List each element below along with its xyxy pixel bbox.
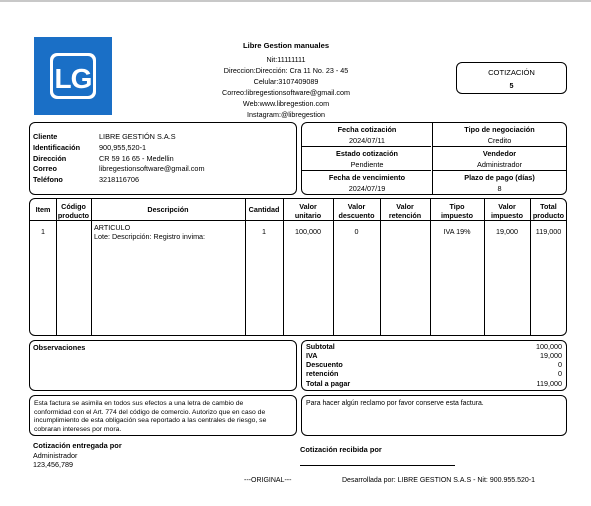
cell-descripcion <box>94 223 244 241</box>
col-header-tipo-impuesto <box>430 202 484 220</box>
quote-info-box <box>301 122 567 195</box>
legal-text <box>34 400 266 434</box>
totals-box <box>301 340 567 391</box>
col-header-valor-impuesto <box>484 202 530 220</box>
cell-cantidad: 1 <box>262 227 266 236</box>
col-header-valor-descuento-2: descuento <box>338 211 375 220</box>
info-row-divider-1 <box>302 146 431 147</box>
iva-label: IVA <box>306 351 318 360</box>
company-phone: Celular:3107409089 <box>253 77 319 86</box>
legal-line-2: conformidad con el Art. 774 del código de comercio. Autorizo que en caso de <box>34 408 266 416</box>
col-header-total-producto-1: Total <box>540 202 557 211</box>
cell-item: 1 <box>41 227 45 236</box>
col-header-cantidad: Cantidad <box>248 205 280 214</box>
claim-box <box>301 395 567 436</box>
col-header-valor-impuesto-1: Valor <box>498 202 516 211</box>
top-divider <box>0 0 591 2</box>
footer-original: ---ORIGINAL--- <box>244 477 292 484</box>
company-logo <box>34 37 112 115</box>
observations-box <box>29 340 297 391</box>
company-email: Correo:libregestionsoftware@gmail.com <box>222 88 350 97</box>
vencimiento: 2024/07/19 <box>348 184 386 193</box>
company-instagram: Instagram:@libregestion <box>246 110 325 119</box>
client-labels <box>33 132 80 186</box>
client-address: CR 59 16 65 - Medellin <box>99 153 174 163</box>
tipo-negociacion: Credito <box>487 136 512 145</box>
plazo: 8 <box>497 184 502 193</box>
client-label-email: Correo <box>33 164 57 174</box>
cell-descripcion-line-1: ARTICULO <box>94 223 131 232</box>
total-row-total <box>306 379 562 389</box>
observations-label: Observaciones <box>33 343 86 352</box>
total-row-retencion <box>306 369 562 379</box>
col-divider <box>245 199 246 335</box>
info-row-divider-3 <box>432 146 566 147</box>
plazo-label: Plazo de pago (días) <box>464 173 535 182</box>
legal-line-3: incumplimiento de esta obligación sea reportado a las centrales de riesgo, se <box>34 417 267 425</box>
subtotal-value: 100,000 <box>536 342 562 351</box>
client-box <box>29 122 297 195</box>
info-row-divider-4 <box>432 170 566 171</box>
client-label-phone: Teléfono <box>33 175 63 185</box>
retencion-value: 0 <box>558 369 562 378</box>
document-title: COTIZACIÓN <box>488 68 535 77</box>
col-header-valor-retencion-1: Valor <box>396 202 414 211</box>
received-by-label: Cotización recibida por <box>300 445 382 454</box>
client-id: 900,955,520-1 <box>99 142 147 152</box>
col-header-tipo-impuesto-2: impuesto <box>441 211 473 220</box>
vendedor-label: Vendedor <box>482 149 517 158</box>
legal-box <box>29 395 297 436</box>
company-nit: Nit:11111111 <box>266 55 306 64</box>
document-type-box <box>456 62 567 94</box>
cell-tipo-impuesto: IVA 19% <box>443 227 471 236</box>
col-header-codigo-2: producto <box>57 211 90 220</box>
subtotal-label: Subtotal <box>306 342 335 351</box>
fecha-cotizacion-label: Fecha cotización <box>337 125 397 134</box>
col-header-valor-retencion <box>380 202 430 220</box>
col-header-descripcion: Descripción <box>147 205 189 214</box>
col-header-codigo-1: Código <box>61 202 86 211</box>
col-header-valor-unitario-1: Valor <box>299 202 317 211</box>
col-header-valor-retencion-2: retención <box>388 211 422 220</box>
client-label-address: Dirección <box>33 153 67 163</box>
delivered-by-id: 123,456,789 <box>33 460 73 469</box>
fecha-cotizacion: 2024/07/11 <box>349 136 385 145</box>
cell-valor-impuesto: 19,000 <box>496 227 518 236</box>
delivered-by-label: Cotización entregada por <box>33 441 122 450</box>
footer-developed-by: Desarrollada por: LIBRE GESTION S.A.S - Nit: 900.955.520-1 <box>342 477 535 484</box>
estado-label: Estado cotización <box>335 149 399 158</box>
col-header-valor-unitario-2: unitario <box>294 211 322 220</box>
col-header-codigo <box>56 202 91 220</box>
legal-line-1: Esta factura se asimila en todos sus efectos a una letra de cambio de <box>34 400 244 407</box>
col-header-tipo-impuesto-1: Tipo <box>449 202 465 211</box>
iva-value: 19,000 <box>540 351 562 360</box>
items-table <box>29 198 567 336</box>
col-header-valor-impuesto-2: impuesto <box>491 211 523 220</box>
logo-text: LG <box>54 63 92 94</box>
col-header-item: Item <box>35 205 51 214</box>
delivered-by <box>33 441 122 469</box>
company-header <box>170 40 402 120</box>
vendedor: Administrador <box>476 160 522 169</box>
client-name: LIBRE GESTIÓN S.A.S <box>99 132 176 141</box>
col-header-valor-descuento <box>333 202 380 220</box>
info-row-divider-2 <box>302 170 431 171</box>
estado: Pendiente <box>350 160 384 169</box>
cell-valor-unitario: 100,000 <box>295 227 321 236</box>
vencimiento-label: Fecha de vencimiento <box>328 173 406 182</box>
cell-descripcion-line-2: Lote: Descripción: Registro invima: <box>94 232 206 241</box>
company-name: Libre Gestion manuales <box>242 41 330 50</box>
tipo-negociacion-label: Tipo de negociación <box>464 125 535 134</box>
client-label-name: Cliente <box>33 132 58 141</box>
descuento-label: Descuento <box>306 360 343 369</box>
cell-valor-descuento: 0 <box>354 227 359 236</box>
client-values <box>99 132 205 186</box>
col-header-valor-unitario <box>283 202 333 220</box>
col-header-total-producto-2: producto <box>532 211 565 220</box>
col-divider <box>91 199 92 335</box>
client-label-id: Identificación <box>33 142 81 152</box>
legal-line-4: cobraran intereses por mora. <box>34 425 122 433</box>
claim-text: Para hacer algún reclamo por favor conserve esta factura. <box>306 400 484 407</box>
total-label: Total a pagar <box>306 379 351 388</box>
client-phone: 3218116706 <box>99 175 140 185</box>
col-header-total-producto <box>530 202 567 220</box>
signature-line <box>300 465 455 466</box>
items-header-divider <box>30 220 566 221</box>
client-email: libregestionsoftware@gmail.com <box>99 164 205 174</box>
company-address: Direccion:Dirección: Cra 11 No. 23 - 45 <box>223 66 349 75</box>
descuento-value: 0 <box>558 360 562 369</box>
company-web: Web:www.libregestion.com <box>242 99 330 108</box>
col-header-valor-descuento-1: Valor <box>347 202 366 211</box>
delivered-by-name: Administrador <box>33 451 78 460</box>
received-by <box>300 445 382 455</box>
total-value: 119,000 <box>536 379 562 388</box>
cell-total-producto: 119,000 <box>535 227 562 236</box>
document-number: 5 <box>509 81 514 90</box>
retencion-label: retención <box>306 369 339 378</box>
